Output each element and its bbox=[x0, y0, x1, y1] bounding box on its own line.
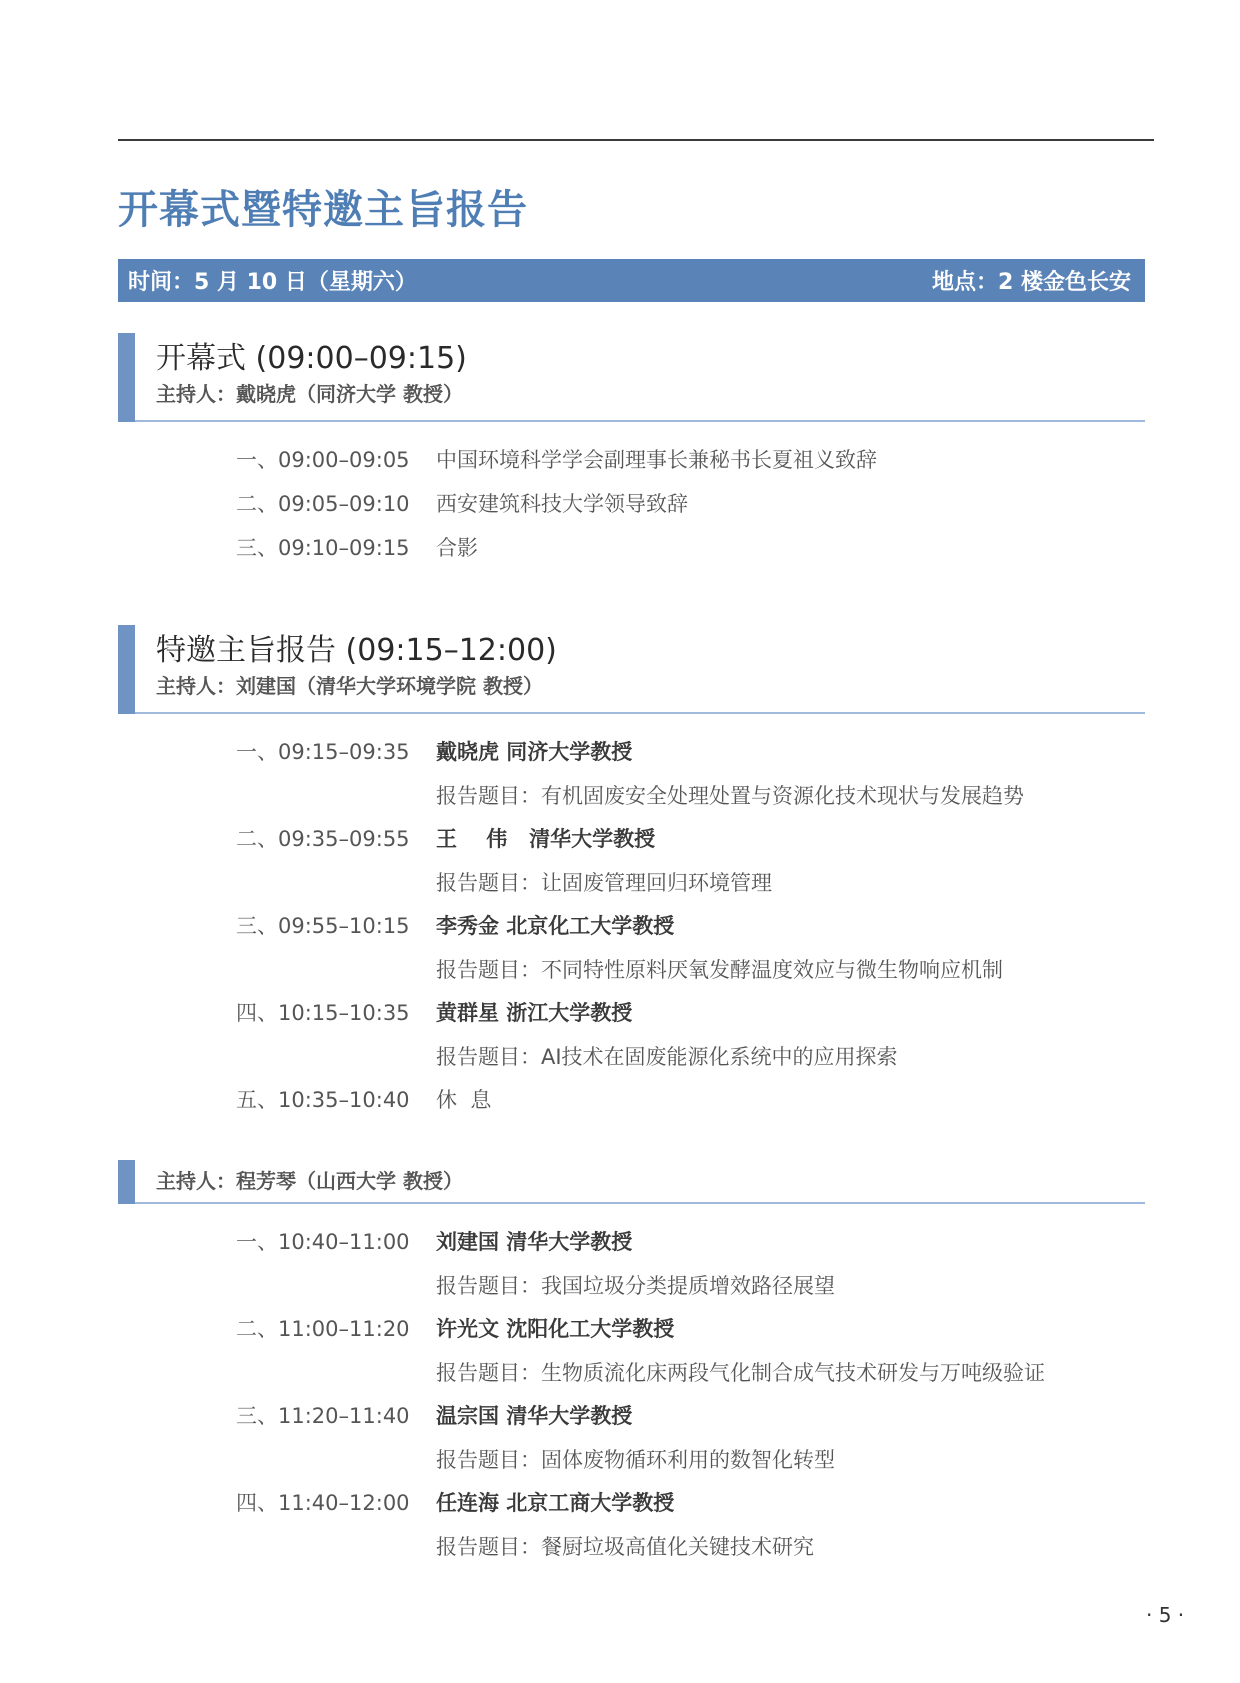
section-accent-bar bbox=[118, 333, 135, 422]
talk-time: 一、09:15–09:35 bbox=[236, 740, 410, 764]
page-number: · 5 · bbox=[1146, 1603, 1185, 1627]
agenda-time: 三、09:10–09:15 bbox=[236, 536, 410, 560]
page-title: 开幕式暨特邀主旨报告 bbox=[118, 187, 528, 233]
talk-topic: 报告题目：让固废管理回归环境管理 bbox=[436, 871, 772, 895]
agenda-text: 西安建筑科技大学领导致辞 bbox=[436, 492, 688, 516]
talk-time: 四、11:40–12:00 bbox=[236, 1491, 410, 1515]
section-accent-bar bbox=[118, 625, 135, 714]
break-text: 休 息 bbox=[436, 1088, 492, 1112]
talk-topic: 报告题目：有机固废安全处理处置与资源化技术现状与发展趋势 bbox=[436, 784, 1024, 808]
top-rule bbox=[118, 139, 1154, 141]
section-underline bbox=[135, 712, 1145, 714]
talk-topic: 报告题目：生物质流化床两段气化制合成气技术研发与万吨级验证 bbox=[436, 1361, 1045, 1385]
info-bar bbox=[118, 259, 1145, 302]
section-underline bbox=[135, 420, 1145, 422]
agenda-time: 二、09:05–09:10 bbox=[236, 492, 410, 516]
session2-section-header bbox=[118, 1160, 1145, 1204]
talk-topic: 报告题目：我国垃圾分类提质增效路径展望 bbox=[436, 1274, 835, 1298]
talk-time: 三、09:55–10:15 bbox=[236, 914, 410, 938]
agenda-text: 合影 bbox=[436, 536, 478, 560]
opening-host: 主持人：戴晓虎（同济大学 教授） bbox=[156, 382, 463, 406]
time-info: 时间：5 月 10 日（星期六） bbox=[128, 270, 417, 295]
talk-topic: 报告题目：不同特性原料厌氧发酵温度效应与微生物响应机制 bbox=[436, 958, 1003, 982]
keynote-section-header bbox=[118, 625, 1145, 714]
break-time: 五、10:35–10:40 bbox=[236, 1088, 410, 1112]
agenda-time: 一、09:00–09:05 bbox=[236, 448, 410, 472]
section-underline bbox=[135, 1202, 1145, 1204]
talk-topic: 报告题目：固体废物循环利用的数智化转型 bbox=[436, 1448, 835, 1472]
talk-time: 二、11:00–11:20 bbox=[236, 1317, 410, 1341]
talk-speaker: 王 伟 清华大学教授 bbox=[436, 827, 656, 851]
talk-speaker: 刘建国 清华大学教授 bbox=[436, 1230, 633, 1254]
talk-speaker: 许光文 沈阳化工大学教授 bbox=[436, 1317, 675, 1341]
venue-info: 地点：2 楼金色长安 bbox=[932, 270, 1131, 295]
talk-time: 三、11:20–11:40 bbox=[236, 1404, 410, 1428]
keynote-host: 主持人：刘建国（清华大学环境学院 教授） bbox=[156, 674, 543, 698]
talk-speaker: 温宗国 清华大学教授 bbox=[436, 1404, 633, 1428]
talk-topic: 报告题目：AI技术在固废能源化系统中的应用探索 bbox=[436, 1045, 898, 1069]
section-accent-bar bbox=[118, 1160, 135, 1204]
talk-speaker: 李秀金 北京化工大学教授 bbox=[436, 914, 675, 938]
talk-time: 二、09:35–09:55 bbox=[236, 827, 410, 851]
opening-title: 开幕式 (09:00–09:15) bbox=[156, 341, 467, 376]
talk-speaker: 任连海 北京工商大学教授 bbox=[436, 1491, 675, 1515]
talk-time: 四、10:15–10:35 bbox=[236, 1001, 410, 1025]
talk-speaker: 戴晓虎 同济大学教授 bbox=[436, 740, 633, 764]
talk-speaker: 黄群星 浙江大学教授 bbox=[436, 1001, 633, 1025]
session2-host: 主持人：程芳琴（山西大学 教授） bbox=[156, 1169, 463, 1193]
opening-section-header bbox=[118, 333, 1145, 422]
talk-topic: 报告题目：餐厨垃圾高值化关键技术研究 bbox=[436, 1535, 814, 1559]
talk-time: 一、10:40–11:00 bbox=[236, 1230, 410, 1254]
keynote-title: 特邀主旨报告 (09:15–12:00) bbox=[156, 633, 557, 668]
agenda-text: 中国环境科学学会副理事长兼秘书长夏祖义致辞 bbox=[436, 448, 877, 472]
